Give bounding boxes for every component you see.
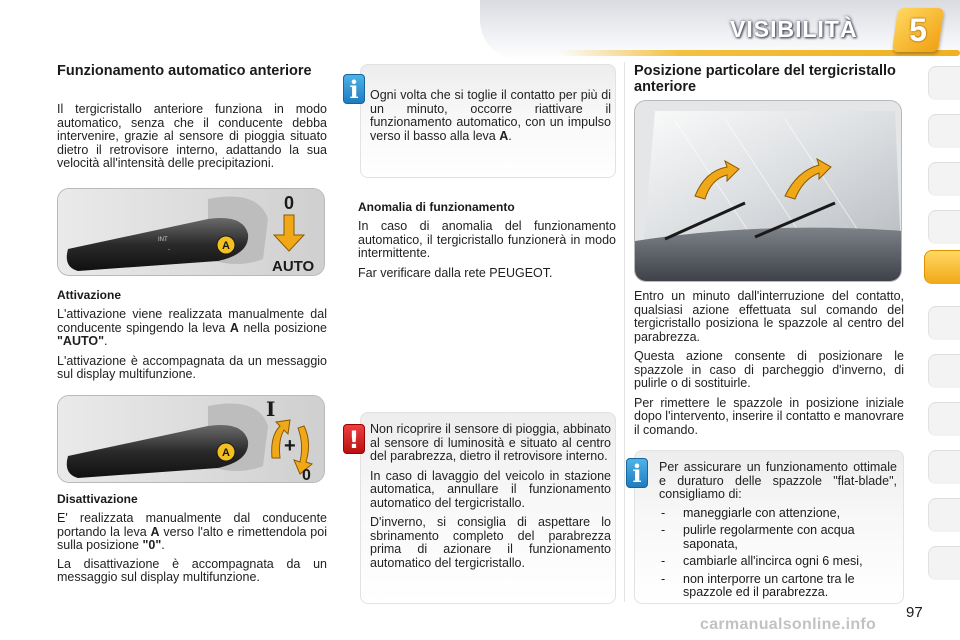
chapter-tab-11[interactable] bbox=[928, 546, 960, 580]
section-heading: Posizione particolare del tergicristallo anteriore bbox=[634, 63, 896, 95]
lever-off-illustration bbox=[57, 395, 325, 483]
position-auto-label: AUTO bbox=[272, 258, 315, 275]
chapter-tab-5-active[interactable] bbox=[924, 250, 960, 284]
activation-paragraph-1 bbox=[57, 308, 327, 349]
position-zero-label: 0 bbox=[284, 193, 295, 213]
lever-a-label: A bbox=[222, 447, 230, 459]
activation-title: Attivazione bbox=[57, 288, 122, 302]
chapter-tab-7[interactable] bbox=[928, 354, 960, 388]
list-item-text: pulirle regolarmente con acqua saponata, bbox=[683, 523, 855, 551]
anomaly-title: Anomalia di funzionamento bbox=[358, 200, 515, 214]
info-icon: i bbox=[626, 458, 648, 488]
chapter-tab-10[interactable] bbox=[928, 498, 960, 532]
list-item bbox=[659, 524, 897, 551]
list-item-text: non interporre un cartone tra le spazzole ed il parabrezza. bbox=[683, 571, 855, 599]
ignition-info-box bbox=[360, 64, 616, 178]
chapter-tab-8[interactable] bbox=[928, 402, 960, 436]
page-title: VISIBILITÀ bbox=[730, 16, 858, 42]
text-run: . bbox=[104, 334, 108, 348]
text-run: . bbox=[508, 128, 512, 143]
column-divider bbox=[624, 62, 625, 602]
list-item-text: cambiarle all'incirca ogni 6 mesi, bbox=[683, 554, 863, 568]
list-dash: - bbox=[661, 505, 666, 520]
warning-paragraph-1: Non ricoprire il sensore di pioggia, abbinato al sensore di luminosità e situato al centro del parabrezza, dietro il retrovisore interno. bbox=[370, 422, 611, 463]
warning-paragraph-2: In caso di lavaggio del veicolo in stazione automatica, annullare il funzionamento automatico del tergicristallo. bbox=[370, 468, 611, 510]
chapter-tab-2[interactable] bbox=[928, 114, 960, 148]
list-dash: - bbox=[661, 571, 666, 586]
text-run: . bbox=[161, 538, 165, 552]
section-heading: Funzionamento automatico anteriore bbox=[57, 63, 312, 79]
chapter-tab-3[interactable] bbox=[928, 162, 960, 196]
text-run: verso l'alto e rimettendola poi sulla posizione bbox=[57, 524, 327, 552]
list-dash: - bbox=[661, 523, 666, 537]
flat-blade-text bbox=[659, 461, 897, 604]
windscreen-drawing bbox=[635, 101, 902, 282]
lever-off-drawing bbox=[58, 396, 325, 483]
list-item bbox=[659, 573, 897, 600]
activation-paragraph-2: L'attivazione è accompagnata da un messaggio sul display multifunzione. bbox=[57, 353, 327, 381]
warning-icon: ! bbox=[343, 424, 365, 454]
lever-name: A bbox=[150, 524, 160, 539]
warning-text bbox=[370, 423, 611, 570]
lever-auto-illustration bbox=[57, 188, 325, 276]
activation-block bbox=[57, 288, 327, 382]
text-run: Ogni volta che si toglie il contatto per più di un minuto, occorre riattivare il funzionamento automatico, con un impulso verso il basso alla leva bbox=[370, 88, 611, 143]
position-plus-label: + bbox=[284, 435, 296, 457]
deactivation-paragraph-2: La disattivazione è accompagnata da un messaggio sul display multifunzione. bbox=[57, 556, 327, 584]
position-name: "0" bbox=[142, 538, 162, 552]
left-section-title bbox=[57, 63, 327, 79]
deactivation-title: Disattivazione bbox=[57, 492, 138, 506]
anomaly-block bbox=[358, 200, 616, 280]
rain-sensor-warning-box bbox=[360, 412, 616, 604]
chapter-tab-6[interactable] bbox=[928, 306, 960, 340]
watermark: carmanualsonline.info bbox=[700, 616, 877, 633]
chapter-number: 5 bbox=[909, 12, 927, 48]
special-position-text bbox=[634, 290, 904, 437]
deactivation-paragraph-1 bbox=[57, 512, 327, 553]
info-icon: i bbox=[343, 74, 365, 104]
text-run: L'attivazione viene realizzata manualmente dal conducente spingendo la leva bbox=[57, 307, 327, 335]
right-section-title bbox=[634, 63, 904, 95]
anomaly-paragraph-2: Far verificare dalla rete PEUGEOT. bbox=[358, 265, 553, 280]
position-zero-label: 0 bbox=[302, 467, 311, 483]
warning-paragraph-3: D'inverno, si consiglia di aspettare lo sbrinamento completo del parabrezza prima di azionare il funzionamento automatico del tergicristallo. bbox=[370, 515, 611, 570]
list-item bbox=[659, 507, 897, 521]
windscreen-wiper-photo bbox=[634, 100, 902, 282]
ignition-info-text bbox=[370, 89, 611, 143]
special-position-paragraph-2: Questa azione consente di posizionare le spazzole in caso di parcheggio d'inverno, di pulirle o di sostituirle. bbox=[634, 349, 904, 390]
lever-auto-drawing bbox=[58, 189, 325, 276]
page-number: 97 bbox=[906, 604, 923, 621]
svg-text:-: - bbox=[168, 247, 170, 253]
lever-name: A bbox=[499, 128, 509, 143]
chapter-tab-9[interactable] bbox=[928, 450, 960, 484]
list-item bbox=[659, 555, 897, 569]
svg-text:INT: INT bbox=[158, 237, 168, 243]
deactivation-block bbox=[57, 492, 327, 585]
special-position-paragraph-1: Entro un minuto dall'interruzione del contatto, qualsiasi azione effettuata sul comando del tergicristallo posiziona le spazzole al centro del parabrezza. bbox=[634, 289, 904, 344]
list-item-text: maneggiarle con attenzione, bbox=[683, 505, 841, 520]
chapter-tab-4[interactable] bbox=[928, 210, 960, 244]
lever-name: A bbox=[229, 320, 239, 335]
special-position-paragraph-3: Per rimettere le spazzole in posizione iniziale dopo l'intervento, inserire il contatto e manovrare il comando. bbox=[634, 395, 904, 437]
text-run: E' realizzata manualmente dal conducente portando la leva bbox=[57, 511, 327, 539]
position-name: "AUTO" bbox=[57, 334, 105, 348]
chapter-tabs bbox=[928, 66, 960, 606]
lever-a-label: A bbox=[222, 240, 230, 252]
intro-paragraph: Il tergicristallo anteriore funziona in modo automatico, senza che il conducente debba intervenire, grazie al sensore di pioggia situato dietro il retrovisore interno, adattando la sua velocità all'intensità delle precipitazioni. bbox=[57, 102, 327, 170]
flat-blade-intro: Per assicurare un funzionamento ottimale e duraturo delle spazzole "flat-blade", consigliamo di: bbox=[659, 460, 897, 501]
list-dash: - bbox=[661, 554, 666, 568]
flat-blade-info-box bbox=[634, 450, 904, 604]
text-run: nella posizione bbox=[238, 320, 327, 335]
position-one-label: I bbox=[266, 397, 276, 421]
anomaly-paragraph-1: In caso di anomalia del funzionamento automatico, il tergicristallo funzionerà in modo intermittente. bbox=[358, 219, 616, 260]
chapter-tab-1[interactable] bbox=[928, 66, 960, 100]
